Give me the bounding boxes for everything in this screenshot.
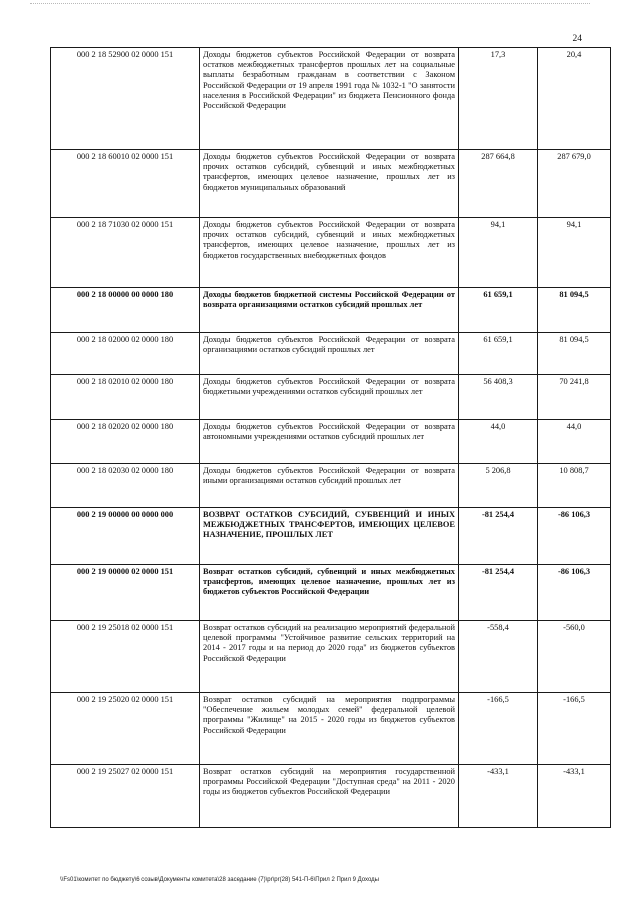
description-cell: Доходы бюджетов субъектов Российской Федерации от возврата организациями остатков субсидий прошлых лет (200, 333, 459, 375)
budget-code-cell: 000 2 19 00000 02 0000 151 (51, 565, 200, 621)
value-2019-cell: 61 659,1 (459, 288, 538, 333)
budget-code-cell: 000 2 18 02000 02 0000 180 (51, 333, 200, 375)
value-2020-cell: -166,5 (538, 693, 611, 765)
budget-code-cell: 000 2 19 25020 02 0000 151 (51, 693, 200, 765)
description-cell: Возврат остатков субсидий на реализацию мероприятий федеральной целевой программы "Устойчивое развитие сельских территорий на 2014 - 2017 годы и на период до 2020 года" из бюджетов субъектов Российской Федерации (200, 621, 459, 693)
value-2020-cell: 81 094,5 (538, 288, 611, 333)
value-2019-cell: 56 408,3 (459, 375, 538, 420)
table-body (51, 48, 611, 828)
description-cell: Доходы бюджетов бюджетной системы Российской Федерации от возврата организациями остатков субсидий прошлых лет (200, 288, 459, 333)
description-cell: Возврат остатков субсидий на мероприятия подпрограммы "Обеспечение жильем молодых семей" федеральной целевой программы "Жилище" на 2015 - 2020 годы из бюджетов субъектов Российской Федерации (200, 693, 459, 765)
value-2019-cell: -81 254,4 (459, 508, 538, 565)
revenue-table (50, 47, 611, 828)
value-2019-cell: 17,3 (459, 48, 538, 150)
table-row (51, 693, 611, 765)
value-2020-cell: 44,0 (538, 420, 611, 464)
value-2020-cell: 70 241,8 (538, 375, 611, 420)
budget-code-cell: 000 2 18 00000 00 0000 180 (51, 288, 200, 333)
description-cell: Доходы бюджетов субъектов Российской Федерации от возврата иными организациями остатков субсидий прошлых лет (200, 464, 459, 508)
value-2020-cell: 20,4 (538, 48, 611, 150)
value-2020-cell: 81 094,5 (538, 333, 611, 375)
budget-code-cell: 000 2 18 02020 02 0000 180 (51, 420, 200, 464)
value-2020-cell: -560,0 (538, 621, 611, 693)
table-row (51, 150, 611, 218)
value-2019-cell: 5 206,8 (459, 464, 538, 508)
description-cell: Доходы бюджетов субъектов Российской Федерации от возврата остатков межбюджетных трансфертов прошлых лет на социальные выплаты безработным гражданам в соответствии с Законом Российской Федерации от 19 апреля 1991 года № 1032-1 "О занятости населения в Российской Федерации" из бюджета Пенсионного фонда Российской Федерации (200, 48, 459, 150)
value-2020-cell: -433,1 (538, 765, 611, 828)
table-row (51, 288, 611, 333)
budget-code-cell: 000 2 18 02030 02 0000 180 (51, 464, 200, 508)
scan-artifact-line (30, 3, 590, 4)
budget-code-cell: 000 2 18 52900 02 0000 151 (51, 48, 200, 150)
budget-code-cell: 000 2 18 60010 02 0000 151 (51, 150, 200, 218)
value-2020-cell: -86 106,3 (538, 508, 611, 565)
value-2020-cell: -86 106,3 (538, 565, 611, 621)
value-2019-cell: 94,1 (459, 218, 538, 288)
value-2019-cell: 287 664,8 (459, 150, 538, 218)
table-row (51, 765, 611, 828)
budget-code-cell: 000 2 18 71030 02 0000 151 (51, 218, 200, 288)
value-2020-cell: 287 679,0 (538, 150, 611, 218)
page-number: 24 (572, 34, 582, 44)
description-cell: Доходы бюджетов субъектов Российской Федерации от возврата автономными учреждениями остатков субсидий прошлых лет (200, 420, 459, 464)
value-2019-cell: -433,1 (459, 765, 538, 828)
table-row (51, 333, 611, 375)
description-cell: Возврат остатков субсидий на мероприятия государственной программы Российской Федерации "Доступная среда" на 2011 - 2020 годы из бюджетов субъектов Российской Федерации (200, 765, 459, 828)
table-row (51, 508, 611, 565)
value-2019-cell: 44,0 (459, 420, 538, 464)
budget-code-cell: 000 2 19 00000 00 0000 000 (51, 508, 200, 565)
budget-code-cell: 000 2 19 25027 02 0000 151 (51, 765, 200, 828)
table-row (51, 420, 611, 464)
description-cell: Доходы бюджетов субъектов Российской Федерации от возврата прочих остатков субсидий, субвенций и иных межбюджетных трансфертов, имеющих целевое назначение, прошлых лет из бюджетов муниципальных образований (200, 150, 459, 218)
value-2020-cell: 10 808,7 (538, 464, 611, 508)
description-cell: Возврат остатков субсидий, субвенций и иных межбюджетных трансфертов, имеющих целевое назначение, прошлых лет из бюджетов субъектов Российской Федерации (200, 565, 459, 621)
table-row (51, 48, 611, 150)
table-row (51, 375, 611, 420)
file-path-footer: \\Fs01\комитет по бюджету\6 созыв\Документы комитета\28 заседание (7)\pr\pr(28) 541-П-6\Прил 2 Прил 9 Доходы (60, 877, 379, 883)
value-2019-cell: -166,5 (459, 693, 538, 765)
value-2019-cell: -81 254,4 (459, 565, 538, 621)
table-row (51, 464, 611, 508)
value-2020-cell: 94,1 (538, 218, 611, 288)
description-cell: ВОЗВРАТ ОСТАТКОВ СУБСИДИЙ, СУБВЕНЦИЙ И ИНЫХ МЕЖБЮДЖЕТНЫХ ТРАНСФЕРТОВ, ИМЕЮЩИХ ЦЕЛЕВОЕ НАЗНАЧЕНИЕ, ПРОШЛЫХ ЛЕТ (200, 508, 459, 565)
table-row (51, 565, 611, 621)
description-cell: Доходы бюджетов субъектов Российской Федерации от возврата бюджетными учреждениями остатков субсидий прошлых лет (200, 375, 459, 420)
value-2019-cell: 61 659,1 (459, 333, 538, 375)
budget-code-cell: 000 2 18 02010 02 0000 180 (51, 375, 200, 420)
table-row (51, 218, 611, 288)
budget-code-cell: 000 2 19 25018 02 0000 151 (51, 621, 200, 693)
table-row (51, 621, 611, 693)
description-cell: Доходы бюджетов субъектов Российской Федерации от возврата прочих остатков субсидий, субвенций и иных межбюджетных трансфертов, имеющих целевое назначение, прошлых лет из бюджетов государственных внебюджетных фондов (200, 218, 459, 288)
value-2019-cell: -558,4 (459, 621, 538, 693)
